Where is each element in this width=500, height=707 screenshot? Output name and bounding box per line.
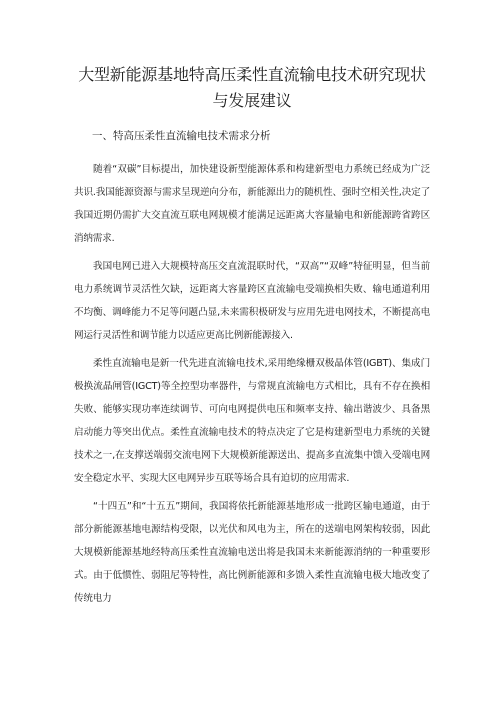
paragraph-4: “十四五”和“十五五”期间，我国将依托新能源基地形成一批跨区输电通道，由于部分新能源基地电源结构受限，以光伏和风电为主，所在的送端电网架构较弱，因此大规模新能源基地经特高压柔性直流输电送出将是我国未来新能源消纳的一种重要形式。由于低惯性、弱阻尼等特性，高比例新能源和多馈入柔性直流输电极大地改变了传统电力	[74, 501, 430, 604]
section-heading: 一、特高压柔性直流输电技术需求分析	[92, 130, 271, 142]
paragraph-3: 柔性直流输电是新一代先进直流输电技术,采用绝缘栅双极晶体管(IGBT)、集成门极换流晶闸管(IGCT)等全控型功率器件，与常规直流输电方式相比，具有不存在换相失败、能够实现功率连续调节、可向电网提供电压和频率支持、输出谐波少、具备黑启动能力等突出优点。柔性直流输电技术的特点决定了它是构建新型电力系统的关键技术之一,在支撑送端弱交流电网下大规模新能源送出、提高多直流集中馈入受端电网安全稳定水平、实现大区电网异步互联等场合具有迫切的应用需求.	[74, 358, 430, 484]
paragraph-1: 随着“双碳”目标提出，加快建设新型能源体系和构建新型电力系统已经成为广泛共识.我国能源资源与需求呈现逆向分布，新能源出力的随机性、强时空相关性,决定了我国近期仍需扩大交直流互联电网规模才能满足远距离大容量输电和新能源跨省跨区消纳需求.	[74, 164, 430, 244]
document-title: 大型新能源基地特高压柔性直流输电技术研究现状与发展建议	[78, 65, 426, 110]
paragraph-2: 我国电网已进入大规模特高压交直流混联时代，“双高”“双峰”特征明显，但当前电力系统调节灵活性欠缺，远距离大容量跨区直流输电受端换相失败、输电通道利用不均衡、调峰能力不足等问题凸显,未来需积极研发与应用先进电网技术，不断提高电网运行灵活性和调节能力以适应更高比例新能源接入.	[74, 261, 430, 341]
